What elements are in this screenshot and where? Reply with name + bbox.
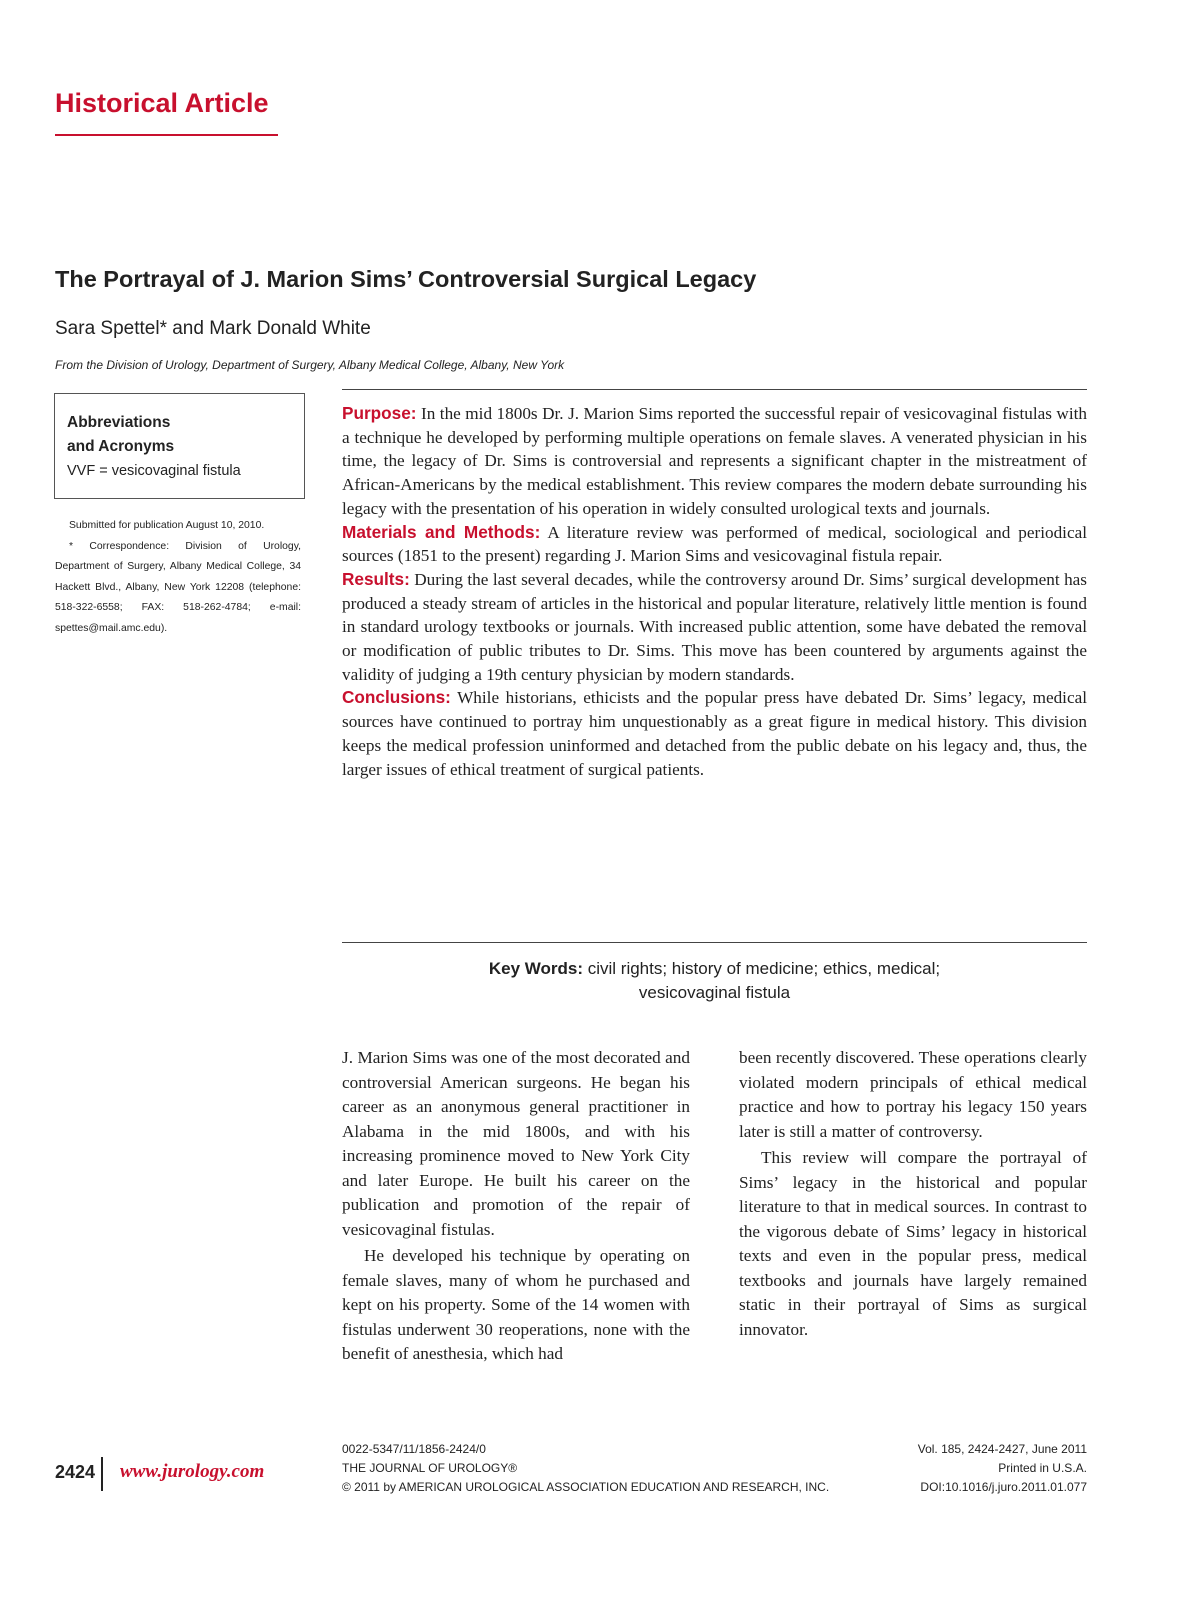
results-text: During the last several decades, while the controversy around Dr. Sims’ surgical development has produced a steady stream of articles in the historical and popular literature, relatively little mention is found in standard urology textbooks or journals. With increased public attention, some have debated the removal or modification of public tributes to Dr. Sims. This move has been countered by arguments against the validity of judging a 19th century physician by modern standards. [342,569,1087,684]
abstract-rule-top [342,389,1087,390]
body-paragraph-3: This review will compare the portrayal of Sims’ legacy in the historical and popular literature to that in medical sources. In contrast to the vigorous debate of Sims’ legacy in historical texts and even in the popular press, medical textbooks and journals have largely remained static in their portrayal of Sims as surgical innovator. [739,1148,1087,1339]
footer-copyright: © 2011 by AMERICAN UROLOGICAL ASSOCIATION EDUCATION AND RESEARCH, INC. [342,1480,830,1494]
authors: Sara Spettel* and Mark Donald White [55,318,371,339]
abbreviations-heading-line1: Abbreviations [67,414,171,431]
abbreviations-heading-line2: and Acronyms [67,438,175,455]
footer-issn: 0022-5347/11/1856-2424/0 [342,1442,486,1456]
purpose-text: In the mid 1800s Dr. J. Marion Sims reported the successful repair of vesicovaginal fistulas with a technique he developed by performing multiple operations on female slaves. A venerated physician in his time, the legacy of Dr. Sims is controversial and represents a significant chapter in the mistreatment of African-Americans by the medical establishment. This review compares the modern debate surrounding his legacy with the presentation of his operation in widely consulted urological texts and journals. [342,404,1087,518]
abstract [342,402,1087,781]
abstract-rule-bottom [342,942,1087,943]
journal-url-link[interactable]: www.jurology.com [120,1461,265,1482]
abstract-conclusions [342,686,1087,781]
body-paragraph-1: J. Marion Sims was one of the most decorated and controversial American surgeons. He began his career as an anonymous general practitioner in Alabama in the mid 1800s, and with his increasing prominence moved to New York City and later Europe. He built his career on the publication and promotion of the repair of vesicovaginal fistulas. [342,1048,690,1239]
body-paragraph-2-continued: been recently discovered. These operations clearly violated modern principals of ethical medical practice and how to portray his legacy 150 years later is still a matter of controversy. [739,1048,1087,1141]
footer-issue-info [780,1440,1087,1497]
footer-journal-name: THE JOURNAL OF UROLOGY® [342,1461,518,1475]
conclusions-label: Conclusions: [342,687,451,708]
section-label: Historical Article [55,88,269,118]
methods-label: Materials and Methods: [342,521,541,542]
keywords-line1 [342,957,1087,981]
footnote-correspondence: * Correspondence: Division of Urology, Department of Surgery, Albany Medical College, 34 Hackett Blvd., Albany, New York 12208 (telephone: 518-322-6558; FAX: 518-262-4784; e-mail: spettes@mail.amc.edu). [55,540,301,634]
abstract-purpose [342,402,1087,521]
keywords [342,957,1087,1004]
results-label: Results: [342,568,410,589]
footer-printed: Printed in U.S.A. [998,1461,1087,1475]
article-title: The Portrayal of J. Marion Sims’ Controversial Surgical Legacy [55,266,757,292]
body-column-left [342,1046,690,1367]
affiliation: From the Division of Urology, Department of Surgery, Albany Medical College, Albany, New York [55,358,565,372]
page-number: 2424 [55,1462,96,1482]
abbreviation-entry: VVF = vesicovaginal fistula [67,463,241,479]
footer-divider [101,1457,103,1491]
abbreviations-box [54,393,305,499]
keywords-label: Key Words: [488,959,583,978]
footer-doi: DOI:10.1016/j.juro.2011.01.077 [920,1480,1087,1494]
footnotes [55,516,301,639]
body-paragraph-2: He developed his technique by operating on female slaves, many of whom he purchased and kept on his property. Some of the 14 women with fistulas underwent 30 reoperations, none with the benefit of anesthesia, which had [342,1246,690,1363]
footnote-submitted: Submitted for publication August 10, 2010. [69,520,265,531]
conclusions-text: While historians, ethicists and the popular press have debated Dr. Sims’ legacy, medical sources have continued to portray him unquestionably as a great figure in medical history. This division keeps the medical profession uninformed and detached from the public debate on his legacy and, thus, the larger issues of ethical treatment of surgical patients. [342,688,1087,779]
abstract-methods [342,521,1087,568]
abstract-results [342,568,1087,687]
purpose-label: Purpose: [342,403,417,423]
methods-text: A literature review was performed of medical, sociological and periodical sources (1851 to the present) regarding J. Marion Sims and vesicovaginal fistula repair. [342,522,1087,566]
keywords-text-line1: civil rights; history of medicine; ethics, medical; [587,959,941,978]
footer-journal-info [342,1440,829,1497]
body-column-right [739,1046,1087,1342]
section-rule [55,134,278,136]
keywords-text-line2: vesicovaginal fistula [638,982,791,1002]
footer-volume: Vol. 185, 2424-2427, June 2011 [917,1442,1087,1456]
